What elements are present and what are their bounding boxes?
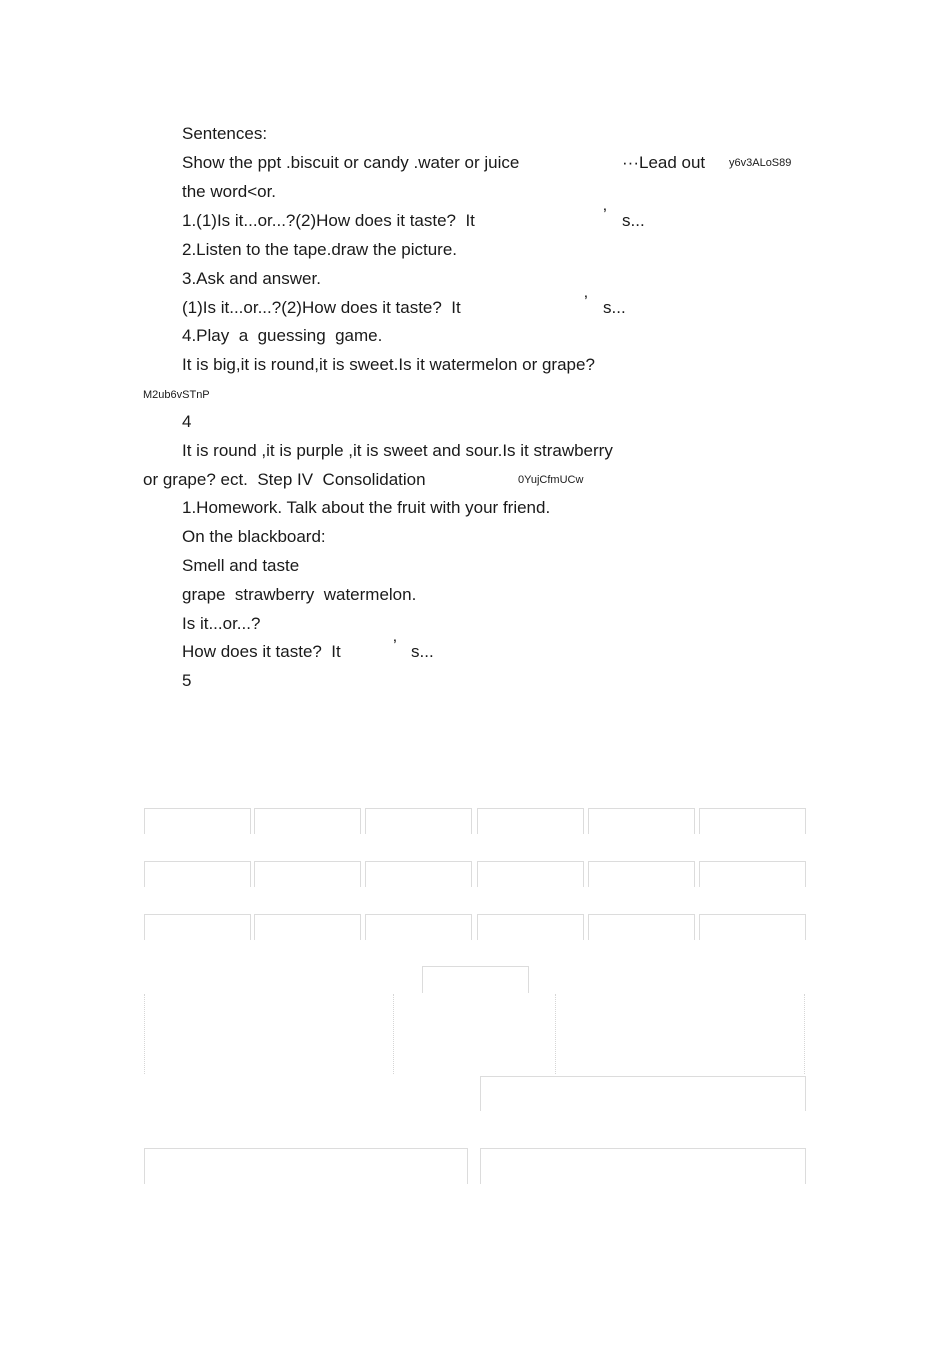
text-item-3: 3.Ask and answer. <box>182 269 321 288</box>
table-cell <box>477 914 584 940</box>
table-cell <box>699 914 806 940</box>
table-cell <box>588 861 695 887</box>
table-cell <box>365 808 472 834</box>
text-blackboard: On the blackboard: <box>182 527 326 546</box>
table-cell <box>699 861 806 887</box>
text-item-4: 4.Play a guessing game. <box>182 326 383 345</box>
heading-sentences: Sentences: <box>182 124 268 143</box>
table-cell <box>477 808 584 834</box>
text-lead-out: ···Lead out <box>622 153 706 172</box>
text-item-1: 1.(1)Is it...or...?(2)How does it taste? It <box>182 211 475 230</box>
dotted-divider <box>804 994 805 1074</box>
text-round-purple: It is round ,it is purple ,it is sweet and sour.Is it strawberry <box>182 441 613 460</box>
text-is-it: Is it...or...? <box>182 614 261 633</box>
empty-frame <box>480 1076 806 1111</box>
text-smell-taste: Smell and taste <box>182 556 300 575</box>
text-s: s... <box>603 298 626 317</box>
page-number: 5 <box>182 671 192 690</box>
text-how-taste: How does it taste? It <box>182 642 341 661</box>
dotted-divider <box>144 994 145 1074</box>
code-label: M2ub6vSTnP <box>143 389 210 401</box>
dotted-divider <box>393 994 394 1074</box>
table-cell <box>144 861 251 887</box>
text-item-2: 2.Listen to the tape.draw the picture. <box>182 240 458 259</box>
table-cell <box>699 808 806 834</box>
apostrophe: ’ <box>603 205 607 224</box>
apostrophe: ’ <box>584 292 588 311</box>
page-number: 4 <box>182 412 192 431</box>
code-label: 0YujCfmUCw <box>518 474 584 486</box>
table-cell <box>144 808 251 834</box>
empty-frame <box>422 966 529 993</box>
table-cell <box>254 861 361 887</box>
code-label: y6v3ALoS89 <box>729 157 792 169</box>
table-cell <box>477 861 584 887</box>
empty-frame <box>480 1148 806 1184</box>
table-cell <box>254 914 361 940</box>
apostrophe: ’ <box>393 636 397 655</box>
dotted-divider <box>555 994 556 1074</box>
table-cell <box>365 914 472 940</box>
table-cell <box>365 861 472 887</box>
table-cell <box>588 808 695 834</box>
text-the-word: the word<or. <box>182 182 277 201</box>
table-cell <box>254 808 361 834</box>
text-s: s... <box>411 642 434 661</box>
text-homework: 1.Homework. Talk about the fruit with your friend. <box>182 498 551 517</box>
text-show-ppt: Show the ppt .biscuit or candy .water or juice <box>182 153 520 172</box>
text-item-3a: (1)Is it...or...?(2)How does it taste? It <box>182 298 461 317</box>
text-s: s... <box>622 211 645 230</box>
empty-frame <box>144 1148 468 1184</box>
text-or-grape: or grape? ect. Step IV Consolidation <box>143 470 426 489</box>
table-cell <box>144 914 251 940</box>
text-fruits: grape strawberry watermelon. <box>182 585 417 604</box>
table-cell <box>588 914 695 940</box>
text-big-round: It is big,it is round,it is sweet.Is it watermelon or grape? <box>182 355 595 374</box>
